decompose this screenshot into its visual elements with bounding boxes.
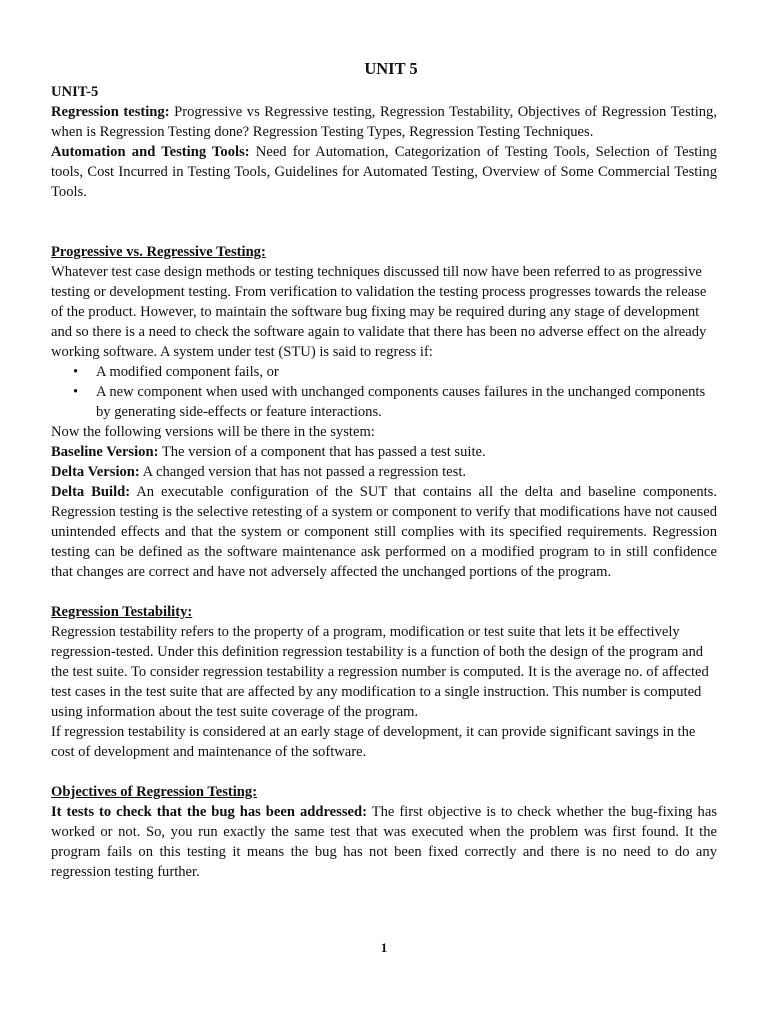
list-item-text: A modified component fails, or [96,364,279,380]
regress-conditions-list [51,362,717,422]
syllabus-text: Need for Automation, Categorization of Testing Tools, Selection of Testing tools, Cost Incurred in Testing Tools, Guidelines for Automated Testing, Overview of Some Commercial Testing Tools. [51,144,717,200]
delta-version-definition [51,462,717,482]
section-heading-objectives: Objectives of Regression Testing: [51,784,258,800]
syllabus-automation-tools [51,142,717,202]
section-heading-progressive: Progressive vs. Regressive Testing: [51,244,266,260]
objective-label: It tests to check that the bug has been addressed: [51,804,367,820]
baseline-version-definition [51,442,717,462]
definition-text: The version of a component that has passed a test suite. [158,444,486,460]
versions-intro: Now the following versions will be there in the system: [51,424,375,440]
syllabus-label: Automation and Testing Tools: [51,144,250,160]
delta-build-definition [51,482,717,582]
syllabus-label: Regression testing: [51,104,170,120]
list-item [51,362,717,382]
syllabus-regression-testing [51,102,717,142]
page-title: UNIT 5 [364,59,418,78]
definition-term: Baseline Version: [51,444,159,460]
definition-text: A changed version that has not passed a regression test. [139,464,467,480]
unit-subtitle: UNIT-5 [51,84,99,100]
progressive-intro-paragraph: Whatever test case design methods or testing techniques discussed till now have been referred to as progressive testing or development testing. From verification to validation the testing process progresses towards the release of the product. However, to maintain the software bug fixing may be required during any stage of development and so there is a need to check the software again to validate that there has been no adverse effect on the already working software. A system under test (STU) is said to regress if: [51,264,707,360]
list-item [51,382,717,422]
definition-term: Delta Version: [51,464,140,480]
syllabus-text: Progressive vs Regressive testing, Regression Testability, Objectives of Regression Testing, when is Regression Testing done? Regression Testing Types, Regression Testing Techniques. [51,104,717,140]
page-number: 1 [380,940,388,955]
objective-1-paragraph [51,802,717,882]
bullet-icon: • [73,364,79,380]
document-content [51,58,717,882]
section-heading-testability: Regression Testability: [51,604,193,620]
definition-term: Delta Build: [51,484,131,500]
testability-paragraph: Regression testability refers to the property of a program, modification or test suite that lets it be effectively regression-tested. Under this definition regression testability is a function of both the design of the program and the test suite. To consider regression testability a regression number is computed. It is the average no. of affected test cases in the test suite that are affected by any modification to a single instruction. This number is computed using information about the test suite coverage of the program. [51,624,709,720]
objective-text: The first objective is to check whether the bug-fixing has worked or not. So, you run exactly the same test that was executed when the problem was first found. It the program fails on this testing it means the bug has not been fixed correctly and there is no need to do any regression testing further. [51,804,717,880]
list-item-text: A new component when used with unchanged components causes failures in the unchanged components by generating side-effects or feature interactions. [96,384,706,420]
bullet-icon: • [73,384,79,400]
testability-paragraph-2: If regression testability is considered at an early stage of development, it can provide significant savings in the cost of development and maintenance of the software. [51,724,696,760]
definition-text: An executable configuration of the SUT that contains all the delta and baseline components. Regression testing is the selective retesting of a system or component to verify that modifications have not caused unintended effects and that the system or component still complies with its specified requirements. Regression testing can be defined as the software maintenance ask performed on a modified program to in still confidence that changes are correct and have not adversely affected the unchanged portions of the program. [51,484,717,580]
